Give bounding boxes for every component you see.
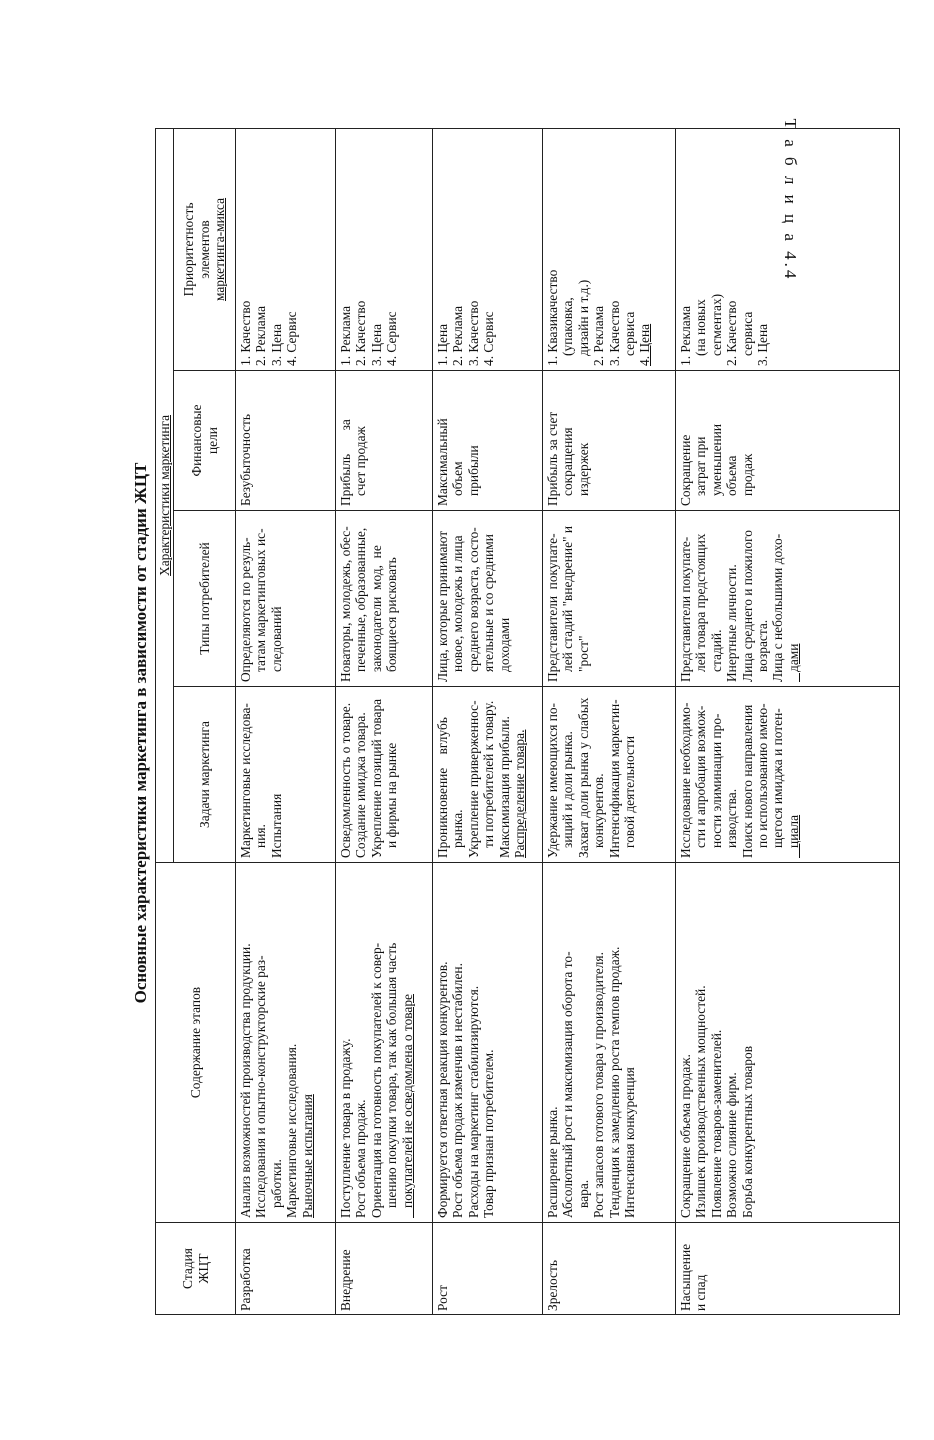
cell-stage [433,1223,543,1315]
cell-line: печенные, образованные, [353,527,369,682]
cell-line: Безубыточность [238,414,253,506]
header-line: Приоритетность [181,202,197,297]
table-row [543,128,676,1314]
cell-line: Максимальный [435,418,450,506]
cell-line: 4. Сервис [481,311,497,366]
table-caption: Т а б л и ц а 4.4 [781,118,800,282]
cell-line: циала [785,814,801,858]
cell-consumers [433,511,543,687]
cell-line: Исследование необходимо- [678,702,693,858]
cell-line: издержек [575,442,591,506]
cell-line: говой деятельности [622,736,638,858]
cell-line: продаж [739,453,755,506]
cell-line: и фирмы на рынке [384,742,400,858]
cell-line: Расширение рынка. [545,1106,560,1218]
cell-line: боящиеся рисковать [384,557,400,682]
cell-line: 2. Реклама [591,305,607,366]
cell-line: 1. Реклама [678,305,693,366]
cell-priority [676,128,900,370]
cell-line: сокращения [560,427,576,506]
cell-line: прибыли [465,445,481,506]
cell-line: Зрелость [545,1260,560,1311]
cell-line: Захват доли рынка у слабых [575,697,591,858]
cell-line: объема [724,455,740,506]
cell-finance [236,371,336,511]
cell-line: ности элиминации про- [708,713,724,858]
table-row [676,128,900,1314]
cell-line: сервиса [622,311,638,366]
cell-line: 3. Качество [606,300,622,366]
cell-tasks [676,687,900,863]
cell-line: 3. Цена [368,323,384,366]
cell-content [336,863,433,1223]
header-tasks [174,687,236,863]
cell-line: 2. Качество [353,300,369,366]
cell-line: вара. [575,1179,591,1218]
cell-line: Сокращение [678,434,693,506]
cell-line: Борьба конкурентных товаров [739,1045,755,1218]
cell-line: ятельные и со средними [481,534,497,682]
cell-line: новое, молодежь и лица [450,535,466,682]
cell-line: по использованию имею- [755,703,771,858]
header-line: ЖЦТ [195,1253,211,1284]
cell-line: затрат при [693,436,709,506]
cell-line: Излишек производственных мощностей. [693,985,709,1218]
cell-line: 1. Квазикачество [545,269,560,366]
cell-line: 2. Качество [724,300,740,366]
cell-stage [676,1223,900,1315]
header-finance [174,371,236,511]
cell-line: дами [785,643,801,682]
cell-line: счет продаж [353,426,369,506]
cell-line: объем [450,461,466,506]
table-row [336,128,433,1314]
cell-line: Проникновение вглубь [435,717,450,858]
cell-line: Рост объема продаж изменчив и нестабилен. [450,963,466,1218]
cell-line: 3. Цена [268,323,284,366]
cell-priority [236,128,336,370]
cell-line: Максимизация прибыли. [496,716,512,858]
cell-line: Лица среднего и пожилого [739,530,755,682]
cell-line: Исследования и опытно-конструкторские раз- [253,955,269,1218]
cell-consumers [336,511,433,687]
header-line: Типы потребителей [196,542,212,655]
cell-content [236,863,336,1223]
cell-line: (упаковка, [560,297,576,366]
cell-stage [543,1223,676,1315]
cell-line: ти потребителей к товару. [481,700,497,858]
header-line: цели [204,427,220,454]
header-line: Стадия [180,1248,196,1289]
cell-line: Разработка [238,1248,253,1311]
header-stage [156,1223,236,1315]
cell-line: 3. Качество [465,300,481,366]
cell-line: Новаторы, молодежь, обес- [338,526,353,682]
cell-line: Испытания [268,793,284,858]
cell-line: лей товара предстоящих [693,533,709,682]
cell-line: Укрепление позиций товара [368,698,384,858]
header-content [156,863,236,1223]
cell-priority [543,128,676,370]
cell-finance [676,371,900,511]
cell-tasks [543,687,676,863]
cell-line: Возможно слияние фирм. [724,1072,740,1218]
cell-line: работки. [268,1159,284,1218]
cell-line: сти и апробация возмож- [693,705,709,858]
cell-line: Укрепление приверженнос- [465,700,481,858]
cell-line: сервиса [739,311,755,366]
table-row [433,128,543,1314]
cell-line: татам маркетинговых ис- [253,528,269,682]
cell-line: 1. Реклама [338,305,353,366]
cell-line: рынка. [450,809,466,858]
cell-line: Внедрение [338,1249,353,1311]
cell-consumers [236,511,336,687]
cell-line: Товар признан потребителем. [481,1049,497,1218]
cell-line: Определяются по резуль- [238,537,253,682]
cell-line: Лица с небольшими дохо- [770,533,786,682]
cell-stage [336,1223,433,1315]
cell-line: зиций и доли рынка. [560,731,576,858]
cell-line: конкурентов. [591,773,607,858]
table-title: Основные характеристики маркетинга в зависимости от стадии ЖЦТ [131,462,150,1004]
header-line: маркетинга-микса [212,197,228,302]
cell-line: (на новых [693,299,709,366]
cell-line: Сокращение объема продаж. [678,1054,693,1218]
cell-line: Прибыль за счет [545,411,560,506]
cell-priority [433,128,543,370]
cell-line: изводства. [724,788,740,858]
cell-line: Поиск нового направления [739,704,755,858]
marketing-table-rotated [155,129,905,1315]
cell-stage [236,1223,336,1315]
table-body [236,128,900,1314]
cell-line: "рост" [575,635,591,682]
cell-line: Рыночные испытания [299,1094,315,1218]
cell-line: 1. Цена [435,323,450,366]
header-consumers [174,511,236,687]
cell-finance [433,371,543,511]
cell-line: Поступление товара в продажу. [338,1038,353,1218]
cell-line: Лица, которые принимают [435,530,450,682]
header-line: Содержание этапов [187,986,203,1099]
cell-line: уменьшении [708,423,724,506]
cell-line: Формируется ответная реакция конкурентов. [435,961,450,1218]
cell-line: 4. Цена [637,323,653,366]
cell-line: Инертные личности. [724,564,740,682]
cell-line: Абсолютный рост и максимизация оборота то- [560,951,576,1218]
cell-tasks [336,687,433,863]
cell-line: Тенденция к замедлению роста темпов продаж. [606,946,622,1218]
cell-line: Расходы на маркетинг стабилизируются. [465,985,481,1218]
cell-line: Прибыль за [338,419,353,506]
header-line: элементов [196,220,212,279]
cell-tasks [236,687,336,863]
cell-line: Удержание имеющихся по- [545,702,560,858]
cell-line: и спад [693,1274,709,1311]
cell-line: следований [268,606,284,682]
cell-line: Распределение товара. [512,729,528,858]
cell-line: Насыщение [678,1243,693,1311]
cell-finance [336,371,433,511]
cell-line: среднего возраста, состо- [465,527,481,682]
cell-line: сегментах) [708,293,724,366]
cell-line: Интенсификация маркетин- [606,699,622,858]
table-row [236,128,336,1314]
cell-line: 1. Качество [238,300,253,366]
header-line: Финансовые [189,404,205,477]
cell-line: 4. Сервис [284,311,300,366]
cell-line: дизайн и т.д.) [575,279,591,366]
cell-line: шению покупки товара, так как большая часть [384,942,400,1218]
cell-line: Ориентация на готовность покупателей к совер- [368,942,384,1218]
cell-content [543,863,676,1223]
cell-priority [336,128,433,370]
cell-content [676,863,900,1223]
header-line: Задачи маркетинга [196,721,212,828]
cell-line: Рост [435,1285,450,1311]
cell-line: Представители покупате- [545,533,560,682]
cell-line: Рост объема продаж. [353,1099,369,1218]
cell-line: законодатели мод, не [368,545,384,682]
cell-line: 2. Реклама [253,305,269,366]
cell-line: Создание имиджа товара. [353,712,369,858]
marketing-table [155,128,900,1315]
cell-line: щегося имиджа и потен- [770,708,786,858]
cell-tasks [433,687,543,863]
cell-line: Интенсивная конкуренция [622,1067,638,1218]
cell-finance [543,371,676,511]
cell-line: Появление товаров-заменителей. [708,1029,724,1218]
cell-line: стадий. [708,629,724,682]
cell-line: Представители покупате- [678,536,693,682]
cell-line: Маркетинговые исследования. [284,1043,300,1218]
cell-consumers [543,511,676,687]
cell-line: покупателей не осведомлена о товаре [399,993,415,1218]
cell-consumers [676,511,900,687]
cell-line: ния. [253,824,269,858]
cell-line: Осведомленность о товаре. [338,702,353,858]
cell-line: лей стадий "внедрение" и [560,525,576,682]
cell-line: Маркетинговые исследова- [238,703,253,858]
cell-line: возраста. [755,619,771,682]
cell-content [433,863,543,1223]
cell-line: 3. Цена [755,323,771,366]
cell-line: доходами [496,617,512,682]
header-group-marketing: Характеристики маркетинга [156,128,174,862]
cell-line: Рост запасов готового товара у производителя. [591,952,607,1218]
cell-line: 2. Реклама [450,305,466,366]
cell-line: Анализ возможностей производства продукции. [238,943,253,1218]
cell-line: 4. Сервис [384,311,400,366]
header-priority [174,128,236,370]
